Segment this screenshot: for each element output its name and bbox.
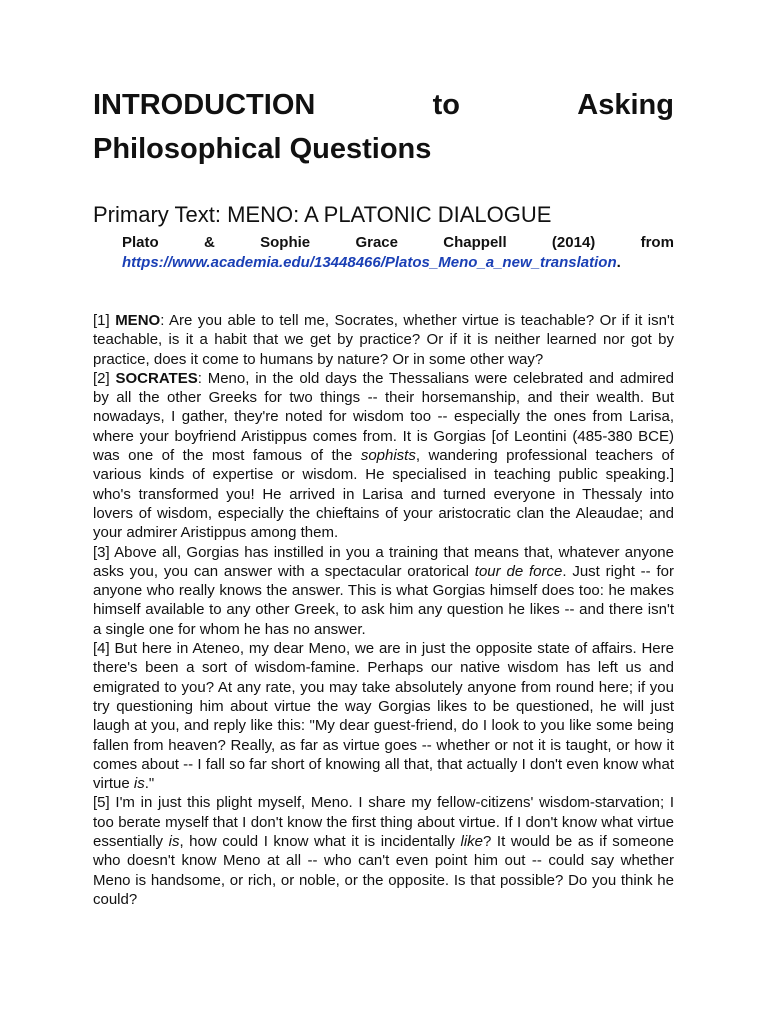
- paragraph-number: [3]: [93, 543, 110, 561]
- paragraph-number: [2]: [93, 369, 110, 387]
- citation-word: &: [203, 234, 215, 251]
- italic-text: tour de force: [474, 562, 563, 580]
- title-word: to: [432, 89, 460, 121]
- paragraph-text: . Just right -- for anyone who really knows the answer. This is what Gorgias himself does too: he makes himself available to any other Greek, to ask him any question he likes -- and there isn't a single one for whom he has no answer.: [93, 562, 675, 638]
- paragraph-text: , wandering professional teachers of various kinds of expertise or wisdom. He specialised in teaching public speaking.] who's transformed you! He arrived in Larisa and turned everyone in Thessaly into lovers of wisdom, especially the chieftains of your aristocratic clan the Aleaudae; and your admirer Aristippus among them.: [93, 447, 674, 542]
- paragraph-text: ? It would be as if someone who doesn't know Meno at all -- who can't even point him out -- could say whether Meno is handsome, or rich, or noble, or the opposite. Is that possible? Do you think he could?: [93, 833, 675, 908]
- paragraph-text: Above all, Gorgias has instilled in you a training that means that, whatever anyone asks you, you can answer with a spectacular oratorical: [93, 543, 674, 580]
- citation-word: (2014): [551, 234, 596, 251]
- title-word: INTRODUCTION: [93, 89, 316, 121]
- dialogue-paragraph: [93, 639, 674, 793]
- dialogue-body: [93, 311, 674, 909]
- paragraph-number: [4]: [93, 640, 110, 658]
- document-title: [93, 83, 674, 171]
- italic-text: like: [460, 833, 484, 851]
- title-line-1: [93, 83, 674, 127]
- citation-word: from: [640, 234, 674, 251]
- paragraph-text: : Meno, in the old days the Thessalians were celebrated and admired by all the other Greeks for two things -- their horsemanship, and their wealth. But nowadays, I gather, they're noted for wisdom too -- especially the ones from Larisa, where your boyfriend Aristippus comes from. It is Gorgias [of Leontini (485-380 BCE) was one of the most famous of the: [93, 369, 675, 465]
- italic-text: sophists: [360, 447, 416, 465]
- citation-link[interactable]: https://www.academia.edu/13448466/Platos_Meno_a_new_translation: [122, 254, 617, 271]
- citation: [122, 233, 674, 273]
- speaker-name: SOCRATES: [115, 369, 198, 387]
- dialogue-paragraph: [93, 543, 674, 639]
- paragraph-text: I'm in just this plight myself, Meno. I share my fellow-citizens' wisdom-starvation; I too berate myself that I don't know the first thing about virtue. If I don't know what virtue essentially: [93, 794, 674, 851]
- citation-word: Chappell: [443, 234, 507, 251]
- title-line-2: Philosophical Questions: [93, 133, 432, 165]
- paragraph-text: .": [144, 775, 155, 793]
- citation-word: Plato: [122, 234, 159, 251]
- title-word: Asking: [577, 89, 674, 121]
- speaker-name: MENO: [115, 312, 161, 329]
- primary-text-heading: Primary Text: MENO: A PLATONIC DIALOGUE: [93, 202, 552, 227]
- italic-text: is: [133, 775, 145, 793]
- paragraph-text: , how could I know what it is incidentally: [179, 833, 461, 851]
- paragraph-number: [5]: [93, 794, 110, 812]
- paragraph-text: : Are you able to tell me, Socrates, whether virtue is teachable? Or if it isn't teachable, is it a habit that we get by practice? Or if it is neither learned nor got by practice, does it come to humans by nature? Or in some other way?: [93, 312, 674, 368]
- dialogue-paragraph: [93, 311, 674, 369]
- citation-link-line: [122, 253, 674, 273]
- citation-authors-line: [122, 233, 674, 253]
- citation-period: .: [616, 254, 621, 271]
- dialogue-paragraph: [93, 369, 674, 543]
- italic-text: is: [168, 833, 180, 851]
- dialogue-paragraph: [93, 793, 674, 909]
- paragraph-number: [1]: [93, 312, 110, 329]
- citation-word: Grace: [355, 234, 398, 251]
- citation-word: Sophie: [260, 234, 311, 251]
- paragraph-text: But here in Ateneo, my dear Meno, we are in just the opposite state of affairs. Here there's been a sort of wisdom-famine. Perhaps our native wisdom has left us and emigrated to you? At any rate, you may take absolutely anyone from round here; if you try questioning him about virtue the way Gorgias likes to be questioned, he will just laugh at you, and reply like this: "My dear guest-friend, do I look to you like some being fallen from heaven? Really, as far as virtue goes -- whether or not it is taught, or how it comes about -- I fall so far short of knowing all that, that actually I don't even know what virtue: [93, 640, 674, 793]
